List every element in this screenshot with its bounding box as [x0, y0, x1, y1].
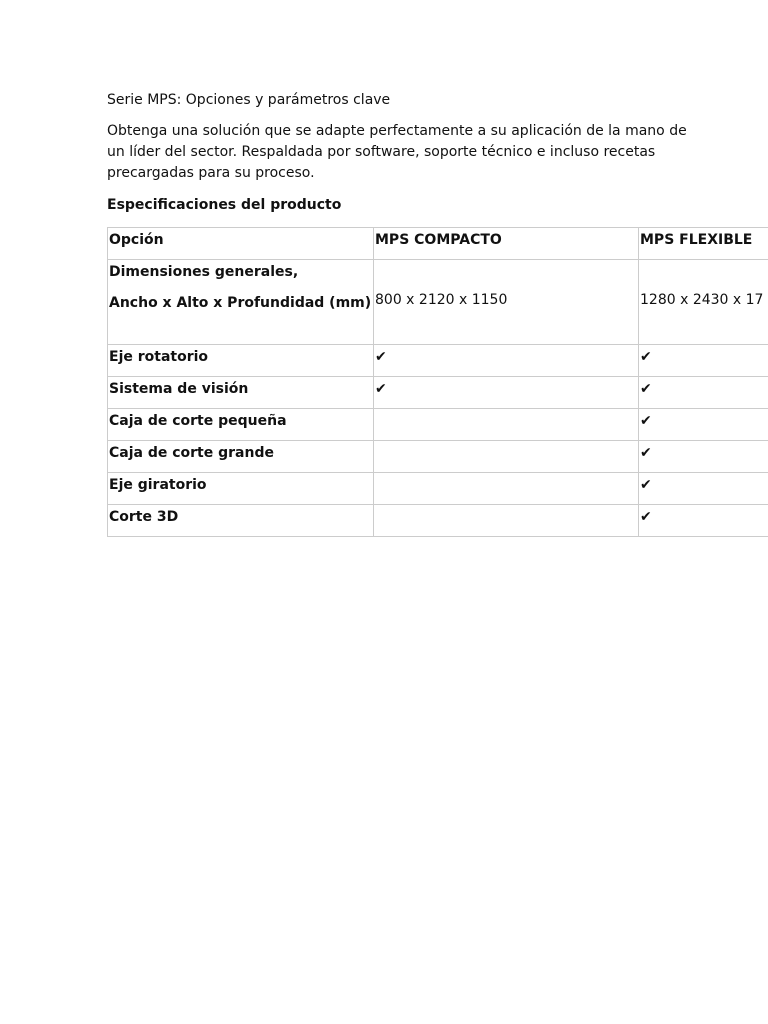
header-option: Opción	[108, 228, 374, 260]
check-icon: ✔	[374, 377, 639, 409]
row-label: Sistema de visión	[108, 377, 374, 409]
empty-cell	[374, 505, 639, 537]
table-row	[108, 505, 768, 537]
table-row	[108, 441, 768, 473]
dimensions-label-line2: Ancho x Alto x Profundidad (mm)	[109, 295, 372, 311]
table-row	[108, 345, 768, 377]
table-row	[108, 409, 768, 441]
empty-cell	[374, 409, 639, 441]
row-label: Eje rotatorio	[108, 345, 374, 377]
intro-paragraph: Obtenga una solución que se adapte perfectamente a su aplicación de la mano de un líder del sector. Respaldada por software, soporte técnico e incluso recetas precargadas para su proceso.	[107, 123, 687, 181]
dimensions-label-line1: Dimensiones generales,	[109, 264, 299, 280]
check-icon: ✔	[639, 345, 768, 377]
header-compact: MPS COMPACTO	[374, 228, 639, 260]
spec-heading: Especificaciones del producto	[107, 197, 342, 213]
table-row-dimensions	[108, 260, 768, 345]
check-icon: ✔	[639, 441, 768, 473]
check-icon: ✔	[374, 345, 639, 377]
row-label: Caja de corte grande	[108, 441, 374, 473]
empty-cell	[374, 441, 639, 473]
row-label: Caja de corte pequeña	[108, 409, 374, 441]
dimensions-compact: 800 x 2120 x 1150	[374, 260, 639, 345]
check-icon: ✔	[639, 377, 768, 409]
document-title: Serie MPS: Opciones y parámetros clave	[107, 92, 391, 108]
dimensions-label	[108, 260, 374, 345]
dimensions-flexible: 1280 x 2430 x 17	[639, 260, 768, 345]
empty-cell	[374, 473, 639, 505]
check-icon: ✔	[639, 473, 768, 505]
table-row	[108, 377, 768, 409]
table-row	[108, 473, 768, 505]
check-icon: ✔	[639, 409, 768, 441]
row-label: Corte 3D	[108, 505, 374, 537]
spec-table	[107, 227, 768, 537]
check-icon: ✔	[639, 505, 768, 537]
row-label: Eje giratorio	[108, 473, 374, 505]
document-body	[107, 90, 768, 537]
header-flexible: MPS FLEXIBLE	[639, 228, 768, 260]
spec-table-container	[107, 227, 768, 537]
table-header-row	[108, 228, 768, 260]
